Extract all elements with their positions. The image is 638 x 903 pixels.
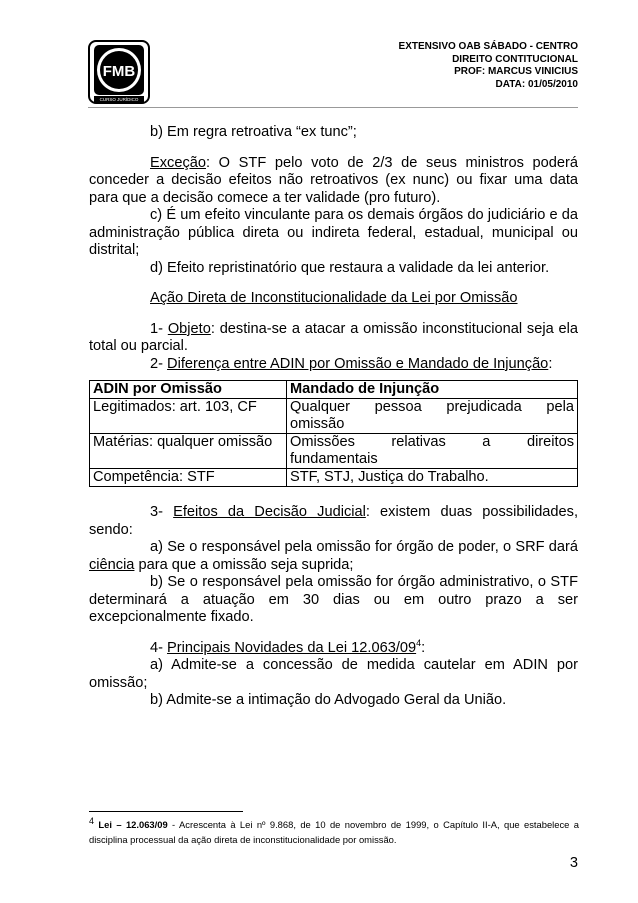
paragraph-admin-organ: b) Se o responsável pela omissão for órgão administrativo, o STF determinará a atuação em 30 dias ou em outro prazo a ser excepcionalmente fixado. bbox=[89, 574, 578, 625]
header-rule bbox=[88, 107, 578, 108]
paragraph-retroactive: b) Em regra retroativa “ex tunc”; bbox=[150, 124, 357, 140]
logo-subtext: CURSO JURÍDICO bbox=[99, 97, 139, 102]
table-header-cell: ADIN por Omissão bbox=[90, 381, 287, 399]
table-cell: STF, STJ, Justiça do Trabalho. bbox=[287, 469, 578, 487]
paragraph-repristination: d) Efeito repristinatório que restaura a validade da lei anterior. bbox=[150, 259, 550, 276]
paragraph-difference: 2- Diferença entre ADIN por Omissão e Mandado de Injunção: bbox=[150, 355, 553, 372]
table-cell: Qualquer pessoa prejudicada pela omissão bbox=[287, 399, 578, 434]
document-body bbox=[89, 124, 578, 710]
document-header bbox=[399, 41, 578, 91]
section-title: Ação Direta de Inconstitucionalidade da Lei por Omissão bbox=[150, 290, 518, 306]
paragraph-object: 1- Objeto: destina-se a atacar a omissão inconstitucional seja ela total ou parcial. bbox=[89, 320, 578, 354]
paragraph-summons: b) Admite-se a intimação do Advogado Geral da União. bbox=[150, 692, 507, 708]
page-number: 3 bbox=[569, 855, 578, 871]
paragraph-novelties: 4- Principais Novidades da Lei $12.063/09^4$: bbox=[150, 637, 426, 656]
table-cell: Matérias: qualquer omissão bbox=[90, 434, 287, 469]
table-header-cell: Mandado de Injunção bbox=[287, 381, 578, 399]
table-header-row bbox=[90, 381, 578, 399]
table-row bbox=[90, 469, 578, 487]
header-professor: PROF: MARCUS VINICIUS bbox=[454, 66, 578, 77]
paragraph-power-organ: a) Se o responsável pela omissão for órgão de poder, o SRF dará ciência para que a omissão seja suprida; bbox=[89, 539, 578, 573]
table-cell: Omissões relativas a direitos fundamentais bbox=[287, 434, 578, 469]
table-row bbox=[90, 399, 578, 434]
fmb-logo bbox=[88, 40, 150, 104]
comparison-table bbox=[89, 380, 578, 487]
paragraph-exception: Exceção: O STF pelo voto de 2/3 de seus ministros poderá conceder a decisão efeitos não retroativos (ex nunc) ou fixar uma data para que a decisão comece a ter validade (pro futuro). bbox=[89, 154, 578, 206]
footnote-rule bbox=[89, 811, 243, 812]
paragraph-injunction: a) Admite-se a concessão de medida cautelar em ADIN por omissão; bbox=[89, 657, 578, 691]
header-course: EXTENSIVO OAB SÁBADO - CENTRO bbox=[398, 41, 578, 52]
table-cell: Legitimados: art. 103, CF bbox=[90, 399, 287, 434]
table-cell: Competência: STF bbox=[90, 469, 287, 487]
logo-text: FMB bbox=[102, 63, 136, 80]
exception-label: Exceção bbox=[150, 154, 206, 171]
header-subject: DIREITO CONTITUCIONAL bbox=[452, 53, 578, 65]
footnote: $^4$ Lei – 12.063/09 - Acrescenta à Lei nº 9.868, de 10 de novembro de 1999, o Capítulo II-A, que estabelece a disciplina processual da ação direta de inconstitucionalidade por omissão. bbox=[89, 815, 579, 845]
header-date: DATA: 01/05/2010 bbox=[495, 78, 578, 90]
paragraph-binding-effect: c) É um efeito vinculante para os demais órgãos do judiciário e da administração pública direta ou indireta federal, estadual, municipal ou distrital; bbox=[89, 207, 578, 258]
table-row bbox=[90, 434, 578, 469]
paragraph-effects: 3- Efeitos da Decisão Judicial: existem duas possibilidades, sendo: bbox=[89, 504, 579, 538]
